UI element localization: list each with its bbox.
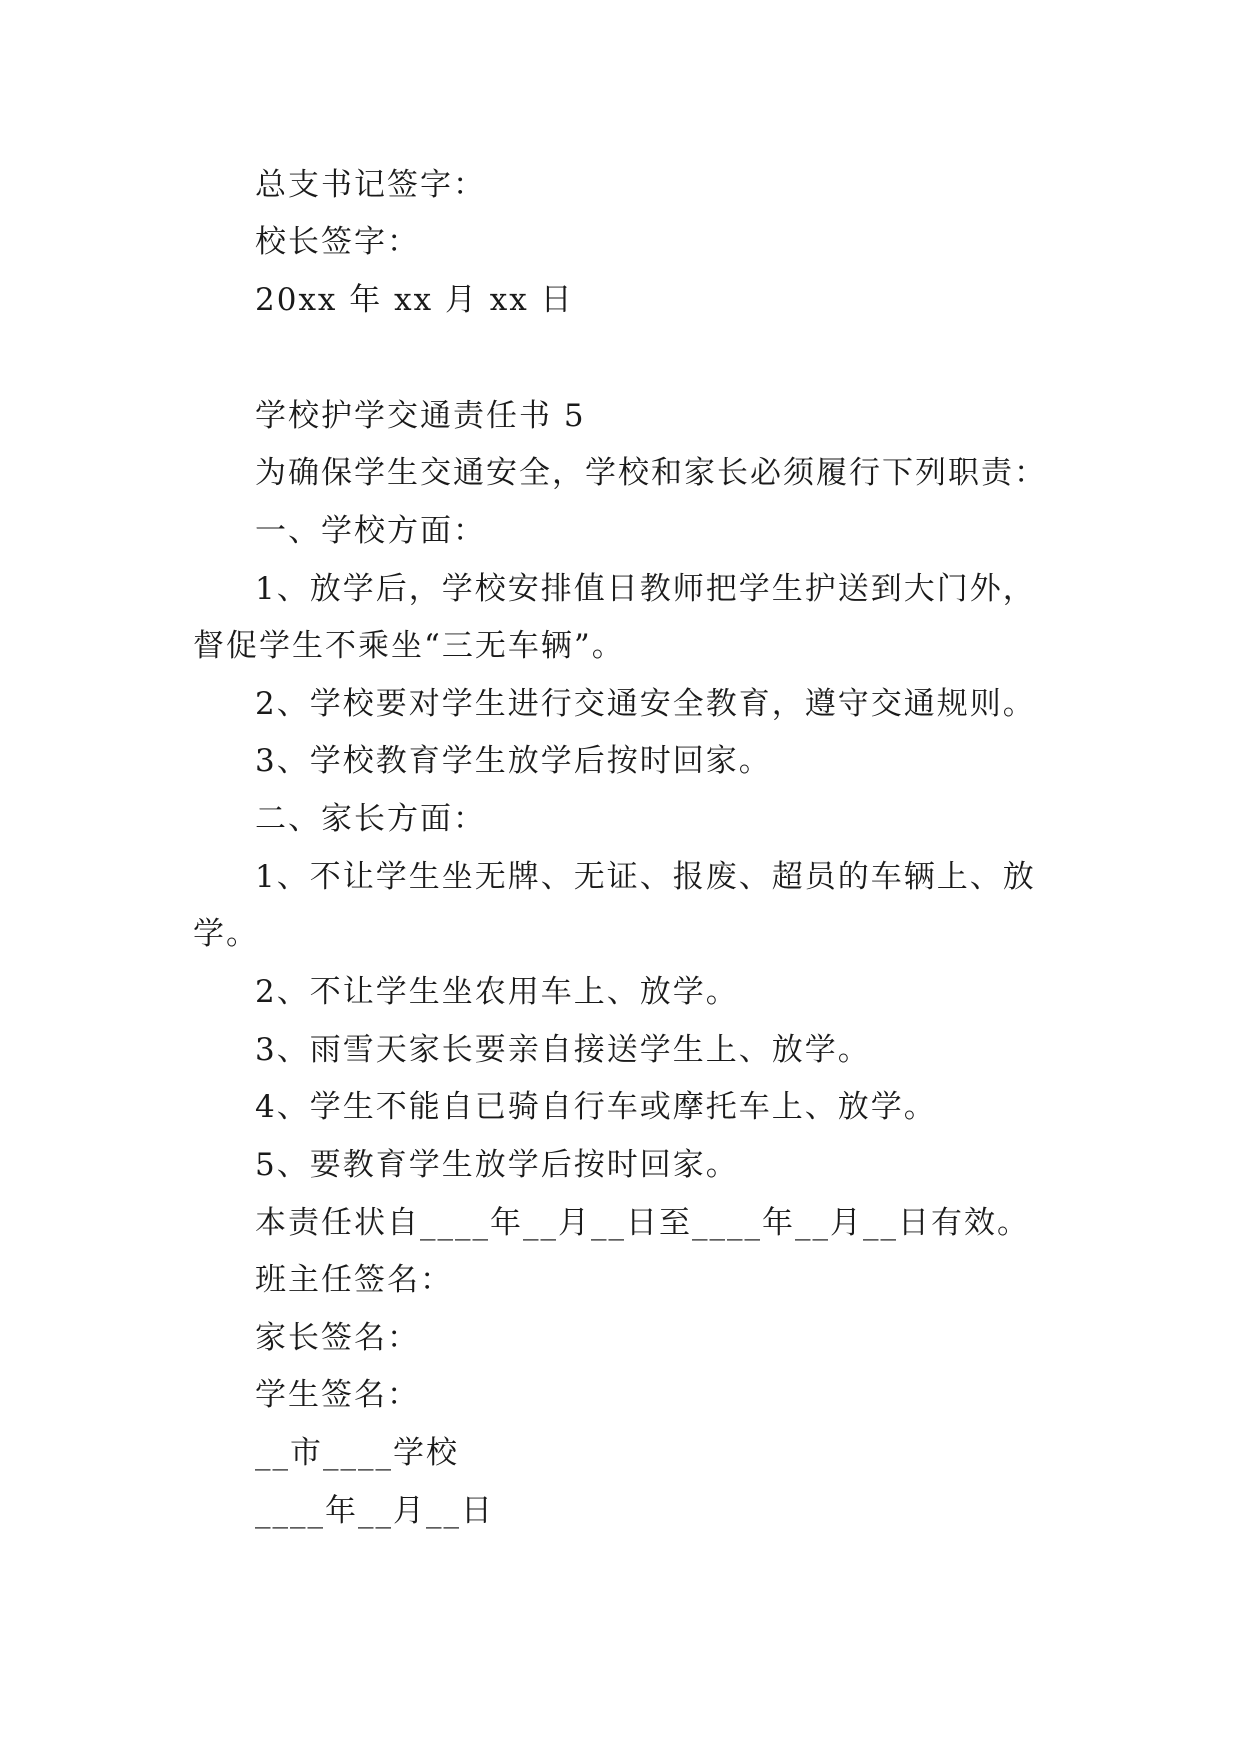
parent-signature-line: 家长签名： <box>255 1320 420 1356</box>
parent-item-5: 5、要教育学生放学后按时回家。 <box>255 1147 739 1183</box>
school-item-3: 3、学校教育学生放学后按时回家。 <box>255 743 772 779</box>
document-title: 学校护学交通责任书 5 <box>255 398 586 434</box>
signature-date-line: 20xx 年 xx 月 xx 日 <box>255 282 574 318</box>
document-date-line: ____年__月__日 <box>255 1493 494 1529</box>
parent-section-heading: 二、家长方面： <box>255 801 486 837</box>
school-name-line: __市____学校 <box>255 1435 459 1471</box>
principal-signature-line: 校长签字： <box>255 224 420 260</box>
parent-item-4: 4、学生不能自已骑自行车或摩托车上、放学。 <box>255 1089 937 1125</box>
parent-item-1-line-2: 学。 <box>193 916 259 952</box>
validity-statement: 本责任状自____年__月__日至____年__月__日有效。 <box>255 1205 1030 1241</box>
school-item-2: 2、学校要对学生进行交通安全教育，遵守交通规则。 <box>255 686 1036 722</box>
student-signature-line: 学生签名： <box>255 1377 420 1413</box>
parent-item-2: 2、不让学生坐农用车上、放学。 <box>255 974 739 1010</box>
school-item-1-line-2: 督促学生不乘坐“三无车辆”。 <box>193 628 625 664</box>
intro-paragraph: 为确保学生交通安全，学校和家长必须履行下列职责： <box>255 455 1047 491</box>
teacher-signature-line: 班主任签名： <box>255 1262 453 1298</box>
school-section-heading: 一、学校方面： <box>255 513 486 549</box>
secretary-signature-line: 总支书记签字： <box>255 167 486 203</box>
school-item-1-line-1: 1、放学后，学校安排值日教师把学生护送到大门外， <box>255 571 1036 607</box>
parent-item-1-line-1: 1、不让学生坐无牌、无证、报废、超员的车辆上、放 <box>255 859 1036 895</box>
parent-item-3: 3、雨雪天家长要亲自接送学生上、放学。 <box>255 1032 871 1068</box>
